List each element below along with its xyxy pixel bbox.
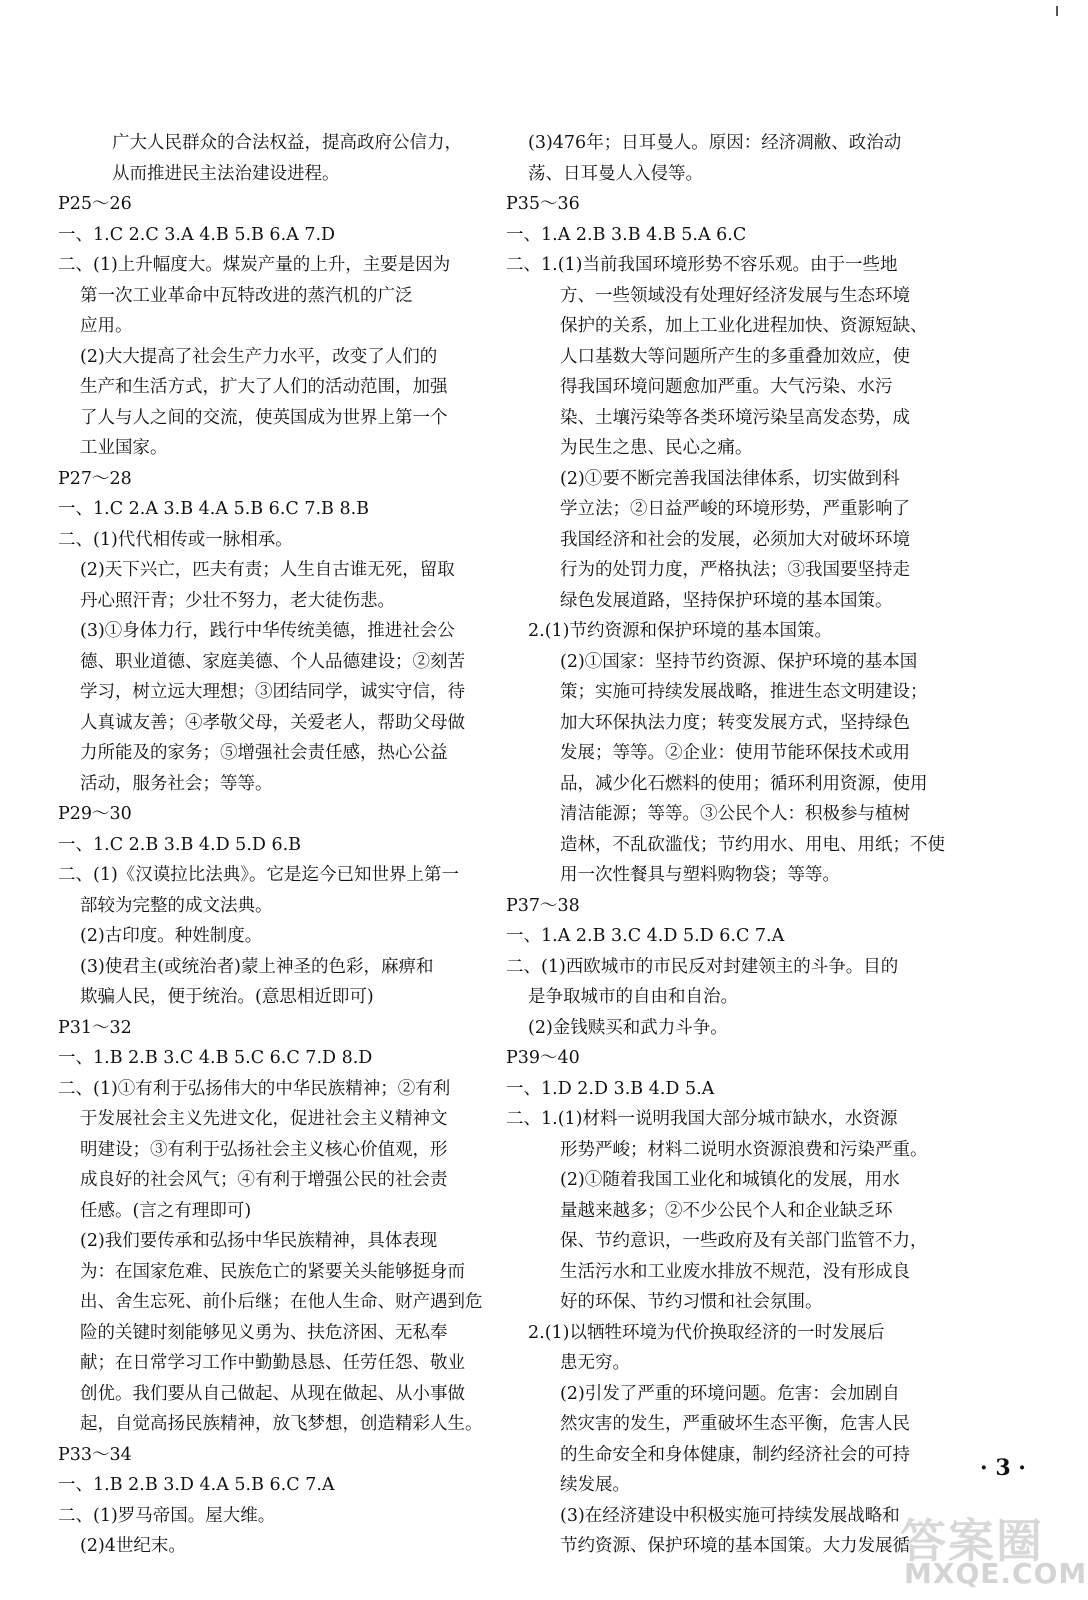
- text-line: 造林，不乱砍滥伐；节约用水、用电、用纸；不使: [560, 834, 945, 855]
- text-line: 节约资源、保护环境的基本国策。大力发展循: [560, 1536, 910, 1556]
- text-line: 二、1.(1)当前我国环境形势不容乐观。由于一些地: [506, 255, 898, 275]
- text-line: (2)①随着我国工业化和城镇化的发展，用水: [560, 1170, 900, 1190]
- text-line: (3)使君主(或统治者)蒙上神圣的色彩，麻痹和: [80, 956, 434, 977]
- text-line: 为民生之患、民心之痛。: [560, 438, 753, 458]
- text-line: (2)4世纪末。: [80, 1536, 186, 1556]
- text-line: 我国经济和社会的发展，必须加大对破坏环境: [560, 529, 910, 550]
- text-line: P33～34: [58, 1444, 132, 1465]
- text-line: 成良好的社会风气；④有利于增强公民的社会责: [80, 1170, 448, 1190]
- text-line: 品，减少化石燃料的使用；循环利用资源，使用: [560, 773, 928, 794]
- text-line: 形势严峻；材料二说明水资源浪费和污染严重。: [560, 1139, 928, 1160]
- text-line: (3)①身体力行，践行中华传统美德，推进社会公: [80, 621, 455, 641]
- text-line: 学立法；②日益严峻的环境形势，严重影响了: [560, 499, 910, 519]
- text-line: 欺骗人民，便于统治。(意思相近即可): [80, 987, 374, 1007]
- text-line: 2.(1)节约资源和保护环境的基本国策。: [528, 621, 832, 641]
- text-line: 部较为完整的成文法典。: [80, 895, 273, 916]
- text-line: 二、(1)上升幅度大。煤炭产量的上升，主要是因为: [58, 255, 451, 275]
- right-column: [506, 128, 946, 1562]
- text-line: 人真诚友善；④孝敬父母，关爱老人，帮助父母做: [80, 712, 465, 733]
- watermark-english: MXQE.COM: [904, 1557, 1088, 1590]
- text-line: 应用。: [80, 316, 133, 336]
- text-line: 二、(1)西欧城市的市民反对封建领主的斗争。目的: [506, 956, 899, 977]
- text-line: 险的关键时刻能够见义勇为、扶危济困、无私奉: [80, 1322, 448, 1343]
- text-line: 方、一些领域没有处理好经济发展与生态环境: [560, 285, 910, 306]
- text-line: 出、舍生忘死、前仆后继；在他人生命、财产遇到危: [80, 1292, 483, 1312]
- text-line: P31～32: [58, 1017, 132, 1038]
- text-line: 量越来越多；②不少公民个人和企业缺乏环: [560, 1200, 893, 1221]
- text-line: 二、(1)代代相传或一脉相承。: [58, 529, 293, 550]
- text-line: 任感。(言之有理即可): [80, 1200, 252, 1221]
- text-line: 生产和生活方式，扩大了人们的活动范围，加强: [80, 377, 448, 397]
- text-line: 广大人民群众的合法权益，提高政府公信力，: [112, 133, 462, 153]
- text-line: 好的环保、节约习惯和社会氛围。: [560, 1292, 823, 1312]
- text-line: 一、1.B 2.B 3.D 4.A 5.B 6.C 7.A: [58, 1475, 335, 1495]
- text-line: (2)金钱赎买和武力斗争。: [528, 1017, 728, 1038]
- text-line: (3)476年；日耳曼人。原因：经济凋敝、政治动: [528, 133, 902, 153]
- text-line: 力所能及的家务；⑤增强社会责任感，热心公益: [80, 743, 448, 763]
- text-line: 续发展。: [560, 1475, 630, 1495]
- text-line: 的生命安全和身体健康，制约经济社会的可持: [560, 1444, 910, 1465]
- text-line: P35～36: [506, 194, 580, 214]
- text-line: 用一次性餐具与塑料购物袋；等等。: [560, 865, 840, 885]
- text-line: 行为的处罚力度，严格执法；③我国要坚持走: [560, 560, 910, 580]
- text-line: 一、1.C 2.B 3.B 4.D 5.D 6.B: [58, 834, 302, 855]
- text-line: 学习，树立远大理想；③团结同学，诚实守信，待: [80, 682, 465, 702]
- text-line: 工业国家。: [80, 438, 168, 458]
- text-line: 生活污水和工业废水排放不规范，没有形成良: [560, 1261, 910, 1282]
- text-line: 二、(1)罗马帝国。屋大维。: [58, 1505, 276, 1526]
- text-line: P37～38: [506, 895, 580, 916]
- text-line: 清洁能源；等等。③公民个人：积极参与植树: [560, 804, 910, 824]
- text-line: 二、(1)①有利于弘扬伟大的中华民族精神；②有利: [58, 1078, 451, 1099]
- text-line: (2)天下兴亡，匹夫有责；人生自古谁无死，留取: [80, 560, 455, 580]
- text-line: 二、1.(1)材料一说明我国大部分城市缺水，水资源: [506, 1109, 898, 1129]
- text-line: 发展；等等。②企业：使用节能环保技术或用: [560, 743, 910, 763]
- text-line: 一、1.C 2.A 3.B 4.A 5.B 6.C 7.B 8.B: [58, 499, 370, 519]
- text-line: 绿色发展道路，坚持保护环境的基本国策。: [560, 590, 893, 611]
- text-line: 2.(1)以牺牲环境为代价换取经济的一时发展后: [528, 1322, 885, 1343]
- text-line: 一、1.D 2.D 3.B 4.D 5.A: [506, 1078, 715, 1099]
- page-number: · 3 ·: [980, 1455, 1026, 1481]
- text-line: 策；实施可持续发展战略，推进生态文明建设；: [560, 682, 928, 702]
- text-line: 了人与人之间的交流，使英国成为世界上第一个: [80, 407, 448, 428]
- text-line: 一、1.A 2.B 3.B 4.B 5.A 6.C: [506, 224, 747, 245]
- text-line: 献；在日常学习工作中勤勤恳恳、任劳任怨、敬业: [80, 1353, 465, 1373]
- text-line: 明建设；③有利于弘扬社会主义核心价值观，形: [80, 1139, 448, 1160]
- text-line: P25～26: [58, 194, 132, 214]
- text-line: 丹心照汗青；少壮不努力，老大徒伤悲。: [80, 590, 395, 611]
- text-line: 得我国环境问题愈加严重。大气污染、水污: [560, 377, 893, 397]
- text-line: 为：在国家危难、民族危亡的紧要关头能够挺身而: [80, 1261, 465, 1282]
- text-line: P39～40: [506, 1048, 580, 1068]
- text-line: (3)在经济建设中积极实施可持续发展战略和: [560, 1505, 900, 1526]
- text-line: 二、(1)《汉谟拉比法典》。它是迄今已知世界上第一: [58, 865, 460, 885]
- left-column: [58, 128, 498, 1562]
- text-line: 起，自觉高扬民族精神，放飞梦想，创造精彩人生。: [80, 1414, 483, 1434]
- text-line: P29～30: [58, 804, 132, 824]
- text-line: (2)①国家：坚持节约资源、保护环境的基本国: [560, 651, 918, 672]
- text-line: 一、1.A 2.B 3.C 4.D 5.D 6.C 7.A: [506, 926, 785, 946]
- text-line: 患无穷。: [560, 1353, 630, 1373]
- text-line: 然灾害的发生，严重破坏生态平衡，危害人民: [560, 1414, 910, 1434]
- text-line: (2)大大提高了社会生产力水平，改变了人们的: [80, 346, 438, 367]
- corner-mark: [1056, 6, 1058, 16]
- watermark-logo: [900, 1505, 1088, 1593]
- text-line: 是争取城市的自由和自治。: [528, 987, 738, 1007]
- text-line: (2)古印度。种姓制度。: [80, 926, 263, 946]
- text-line: 一、1.C 2.C 3.A 4.B 5.B 6.A 7.D: [58, 224, 336, 245]
- text-line: 染、土壤污染等各类环境污染呈高发态势，成: [560, 407, 910, 428]
- text-line: 从而推进民主法治建设进程。: [112, 163, 340, 184]
- text-line: 人口基数大等问题所产生的多重叠加效应，使: [560, 346, 910, 367]
- text-line: 一、1.B 2.B 3.C 4.B 5.C 6.C 7.D 8.D: [58, 1048, 373, 1068]
- text-line: 德、职业道德、家庭美德、个人品德建设；②刻苦: [80, 651, 465, 672]
- text-line: 活动，服务社会；等等。: [80, 773, 273, 794]
- text-line: 于发展社会主义先进文化，促进社会主义精神文: [80, 1109, 448, 1129]
- text-line: (2)①要不断完善我国法律体系，切实做到科: [560, 468, 900, 489]
- text-line: (2)引发了严重的环境问题。危害：会加剧自: [560, 1383, 900, 1404]
- text-line: P27～28: [58, 468, 132, 489]
- text-line: (2)我们要传承和弘扬中华民族精神，具体表现: [80, 1231, 438, 1251]
- text-line: 保、节约意识，一些政府及有关部门监管不力，: [560, 1231, 928, 1251]
- text-line: 保护的关系，加上工业化进程加快、资源短缺、: [560, 316, 928, 336]
- text-line: 荡、日耳曼人入侵等。: [528, 163, 703, 184]
- text-line: 第一次工业革命中瓦特改进的蒸汽机的广泛: [80, 285, 413, 306]
- text-line: 加大环保执法力度；转变发展方式，坚持绿色: [560, 712, 910, 733]
- text-line: 创优。我们要从自己做起、从现在做起、从小事做: [80, 1383, 465, 1404]
- watermark-chinese: 答案圈: [900, 1514, 1044, 1568]
